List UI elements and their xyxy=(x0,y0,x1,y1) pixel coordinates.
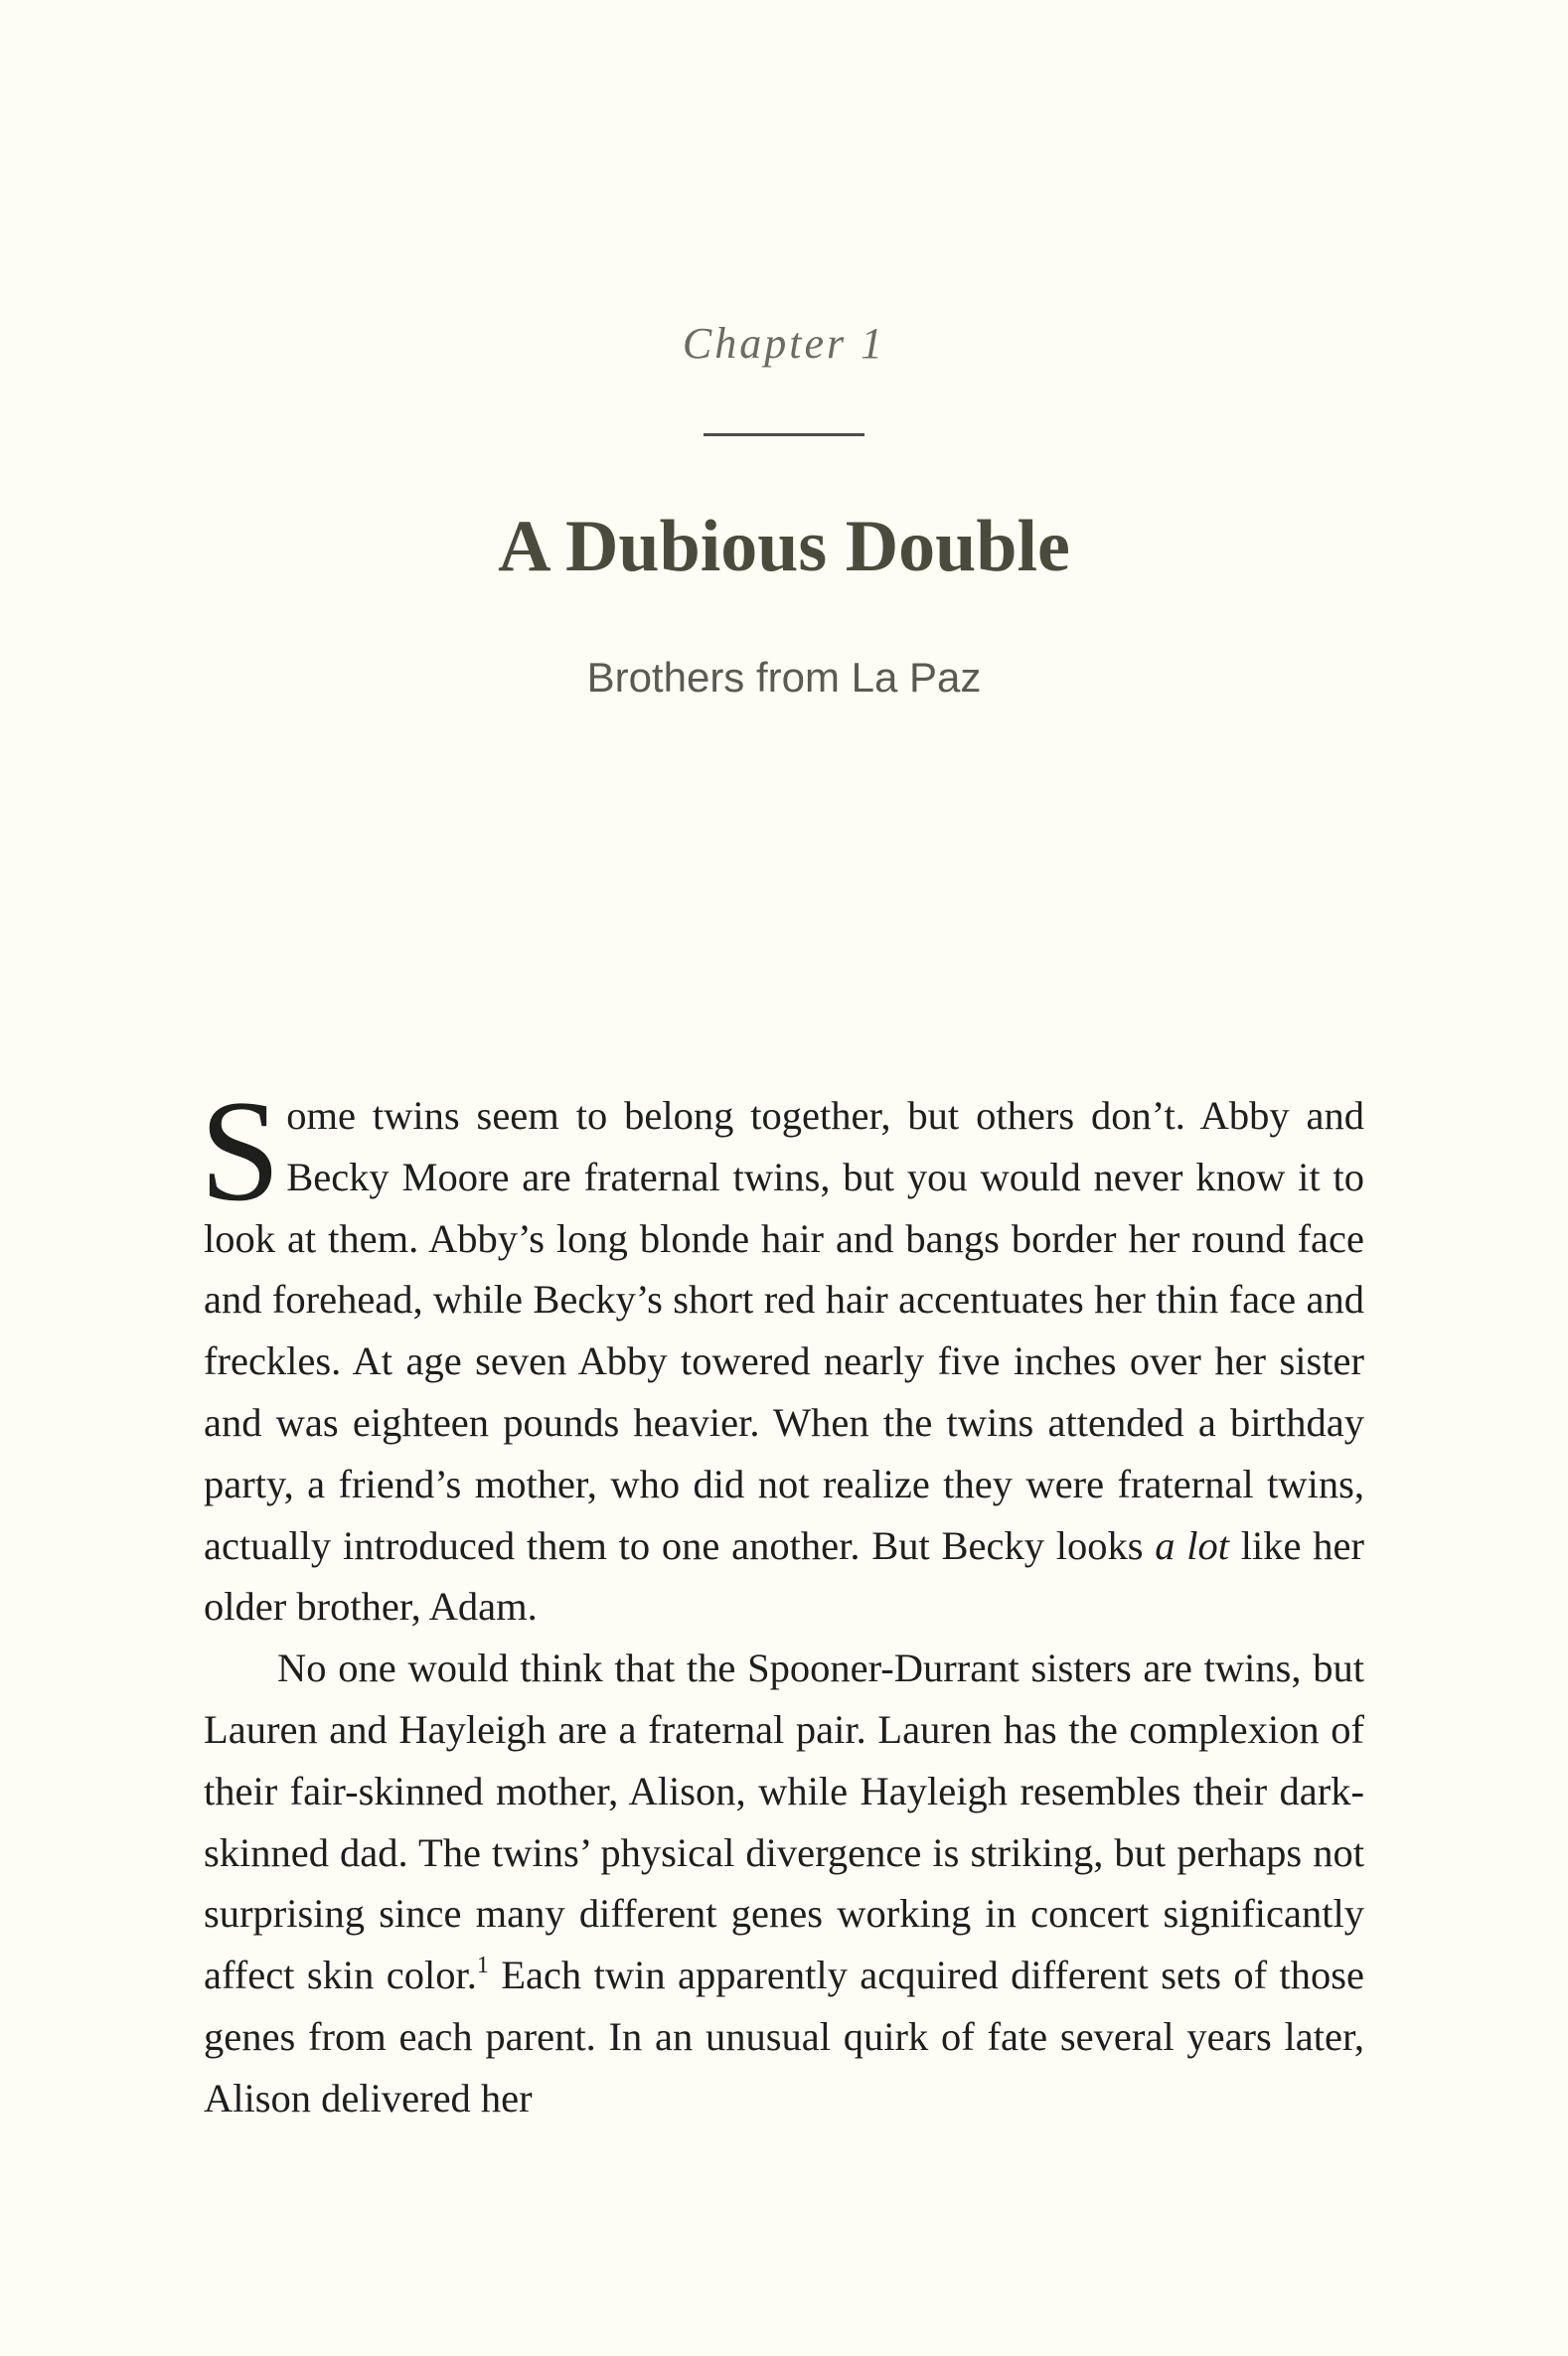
drop-cap: S xyxy=(200,1070,281,1231)
paragraph-2-text-b: Each twin apparently acquired different sets of those genes from each parent. In an unusual quirk of fate several years later, Alison delivered her xyxy=(204,1953,1364,2120)
chapter-subtitle: Brothers from La Paz xyxy=(586,654,982,701)
paragraph-2 xyxy=(204,1638,1364,2128)
chapter-rule xyxy=(704,433,864,436)
chapter-label: Chapter 1 xyxy=(682,319,886,368)
footnote-marker[interactable]: 1 xyxy=(476,1953,489,1979)
paragraph-1-emphasis: a lot xyxy=(1155,1522,1230,1568)
paragraph-1-text-b: like her older brother, Adam. xyxy=(204,1522,1364,1630)
paragraph-1-text-a: ome twins seem to belong together, but others don’t. Abby and Becky Moore are fraternal twins, but you would never know it to look at them. Abby’s long blonde hair and bangs border her round face and forehead, while Becky’s short red hair accentuates her thin face and freckles. At age seven Abby towered nearly five inches over her sister and was eighteen pounds heavier. When the twins attended a birthday party, a friend’s mother, who did not realize they were fraternal twins, actually introduced them to one another. But Becky looks xyxy=(204,1093,1364,1568)
body-text xyxy=(200,1070,1364,2129)
paragraph-1 xyxy=(200,1070,1364,1638)
paragraph-2-text-a: No one would think that the Spooner-Durrant sisters are twins, but Lauren and Hayleigh are a fraternal pair. Lauren has the complexion of their fair-skinned mother, Alison, while Hayleigh resembles their dark-skinned dad. The twins’ physical divergence is striking, but perhaps not surprising since many different genes working in concert significantly affect skin color. xyxy=(204,1646,1364,1998)
chapter-title: A Dubious Double xyxy=(498,506,1070,587)
